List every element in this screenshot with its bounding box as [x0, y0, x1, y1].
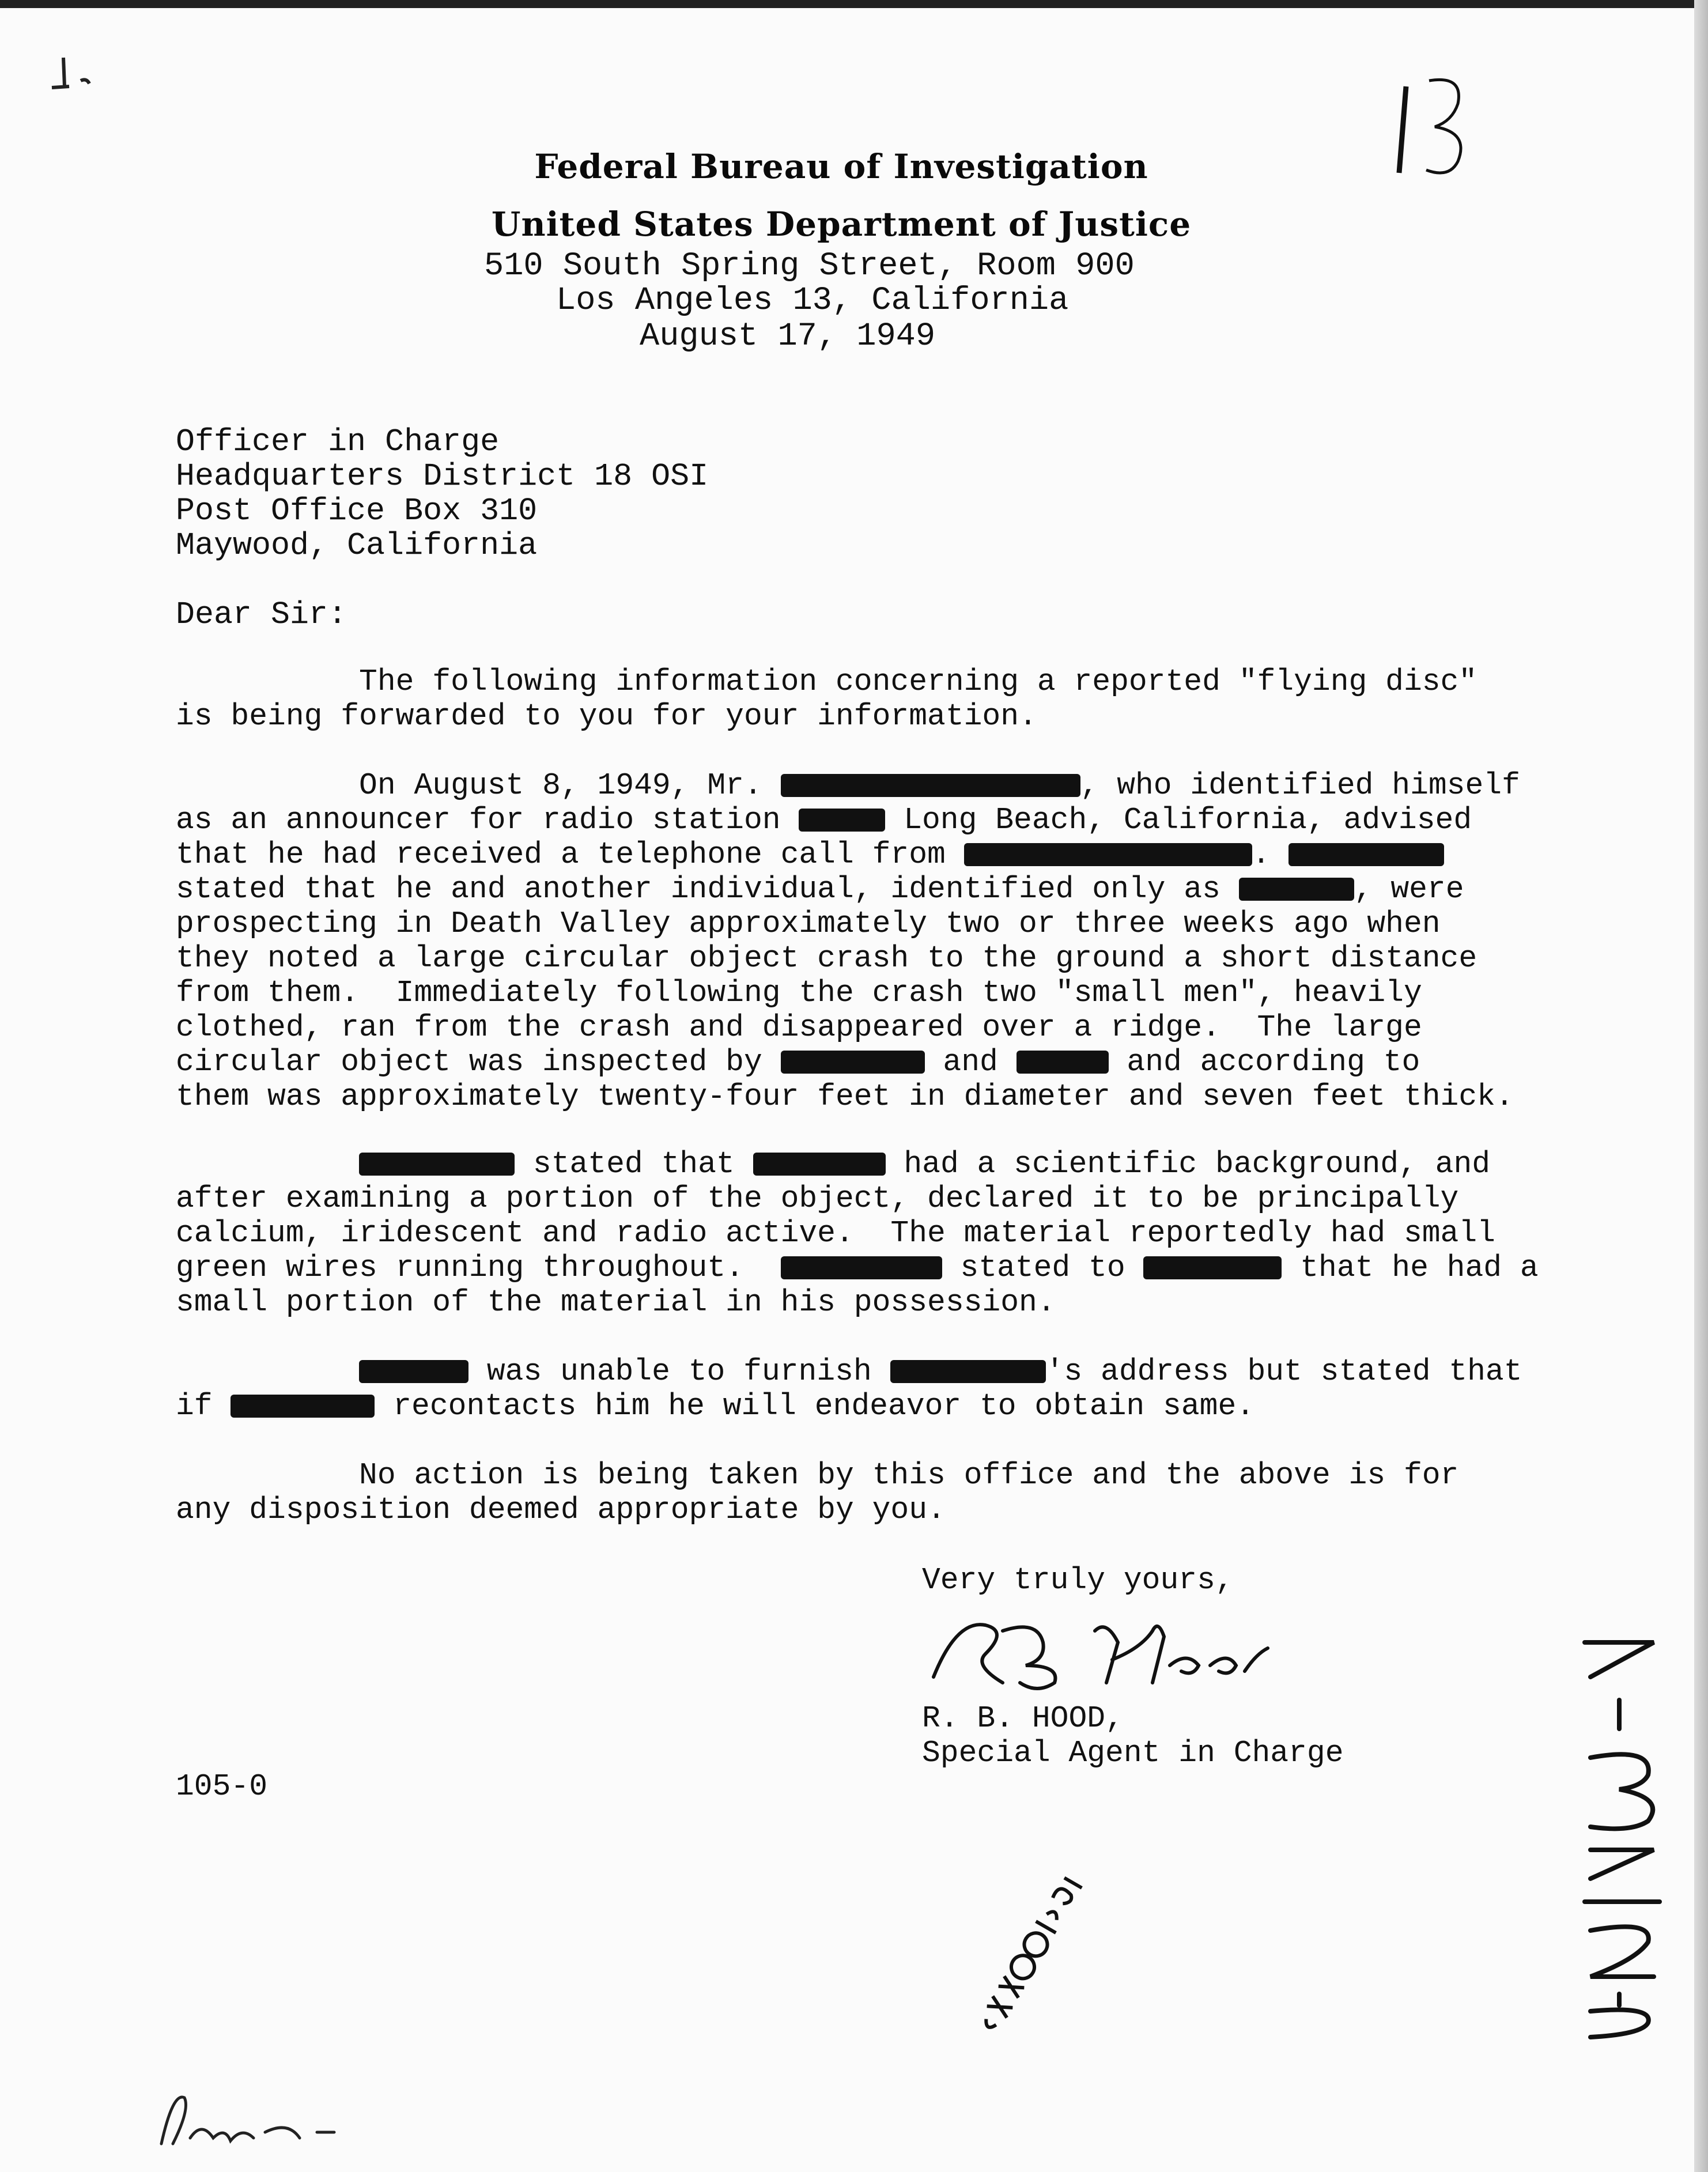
redaction: [890, 1360, 1046, 1383]
file-number: 105-0: [176, 1769, 268, 1804]
letterhead-agency: Federal Bureau of Investigation: [534, 147, 1148, 186]
redaction: [964, 843, 1252, 866]
paragraph-4: was unable to furnish 's address but stated that if recontacts him he will endeavor to obtain same.: [176, 1354, 1522, 1423]
salutation: Dear Sir:: [176, 596, 347, 633]
redaction: [359, 1153, 515, 1176]
letterhead-department: United States Department of Justice: [491, 205, 1192, 244]
redaction: [781, 774, 1080, 797]
recipient-city: Maywood, California: [176, 527, 538, 564]
redaction: [781, 1256, 942, 1279]
paragraph-3: stated that had a scientific background, and after examining a portion of the object, declared it to be principally calcium, iridescent and radio active. The material reportedly had small green wires running throughout. stated to that he had a small portion of the material in his possession.: [176, 1147, 1539, 1320]
scan-edge-right: [1694, 0, 1708, 2172]
redaction: [781, 1051, 925, 1074]
signer-name: R. B. HOOD,: [922, 1701, 1124, 1736]
signer-title: Special Agent in Charge: [922, 1736, 1344, 1770]
handwritten-signature: [922, 1596, 1279, 1694]
closing: Very truly yours,: [922, 1563, 1234, 1597]
handwritten-mark-top-left: [46, 52, 115, 98]
handwritten-page-number: [1395, 69, 1510, 184]
letterhead-city: Los Angeles 13, California: [556, 282, 1069, 319]
recipient-office: Headquarters District 18 OSI: [176, 458, 709, 494]
redaction: [230, 1395, 375, 1418]
redaction: [359, 1360, 468, 1383]
redaction: [1288, 843, 1444, 866]
handwritten-file-reference: [1567, 1631, 1683, 2046]
redaction: [1143, 1256, 1282, 1279]
recipient-title: Officer in Charge: [176, 424, 500, 460]
handwritten-enclosure-note: [150, 2075, 357, 2161]
redaction: [799, 809, 885, 832]
redaction: [1017, 1051, 1109, 1074]
paragraph-5: No action is being taken by this office and the above is for any disposition deemed appropriate by you.: [176, 1458, 1459, 1527]
paragraph-1: The following information concerning a reported "flying disc" is being forwarded to you for your information.: [176, 664, 1478, 734]
redaction: [753, 1153, 886, 1176]
handwritten-stamp-note: [934, 1833, 1141, 2052]
recipient-pobox: Post Office Box 310: [176, 493, 538, 529]
scan-edge-top: [0, 0, 1708, 8]
paragraph-2: On August 8, 1949, Mr. , who identified himself as an announcer for radio station Long Beach, California, advised that he had received a telephone call from . stated that he and another individual, identified only as , were prospecting in Death Valley approximately two or three weeks ago when they noted a large circular object crash to the ground a short distance from them. Immediately following the crash two "small men", heavily clothed, ran from the crash and disappeared over a ridge. The large circular object was inspected by and and according to them was approximately twenty-four feet in diameter and seven feet thick.: [176, 768, 1520, 1114]
redaction: [1239, 878, 1354, 901]
letterhead-street: 510 South Spring Street, Room 900: [484, 248, 1135, 285]
letter-date: August 17, 1949: [640, 318, 936, 355]
